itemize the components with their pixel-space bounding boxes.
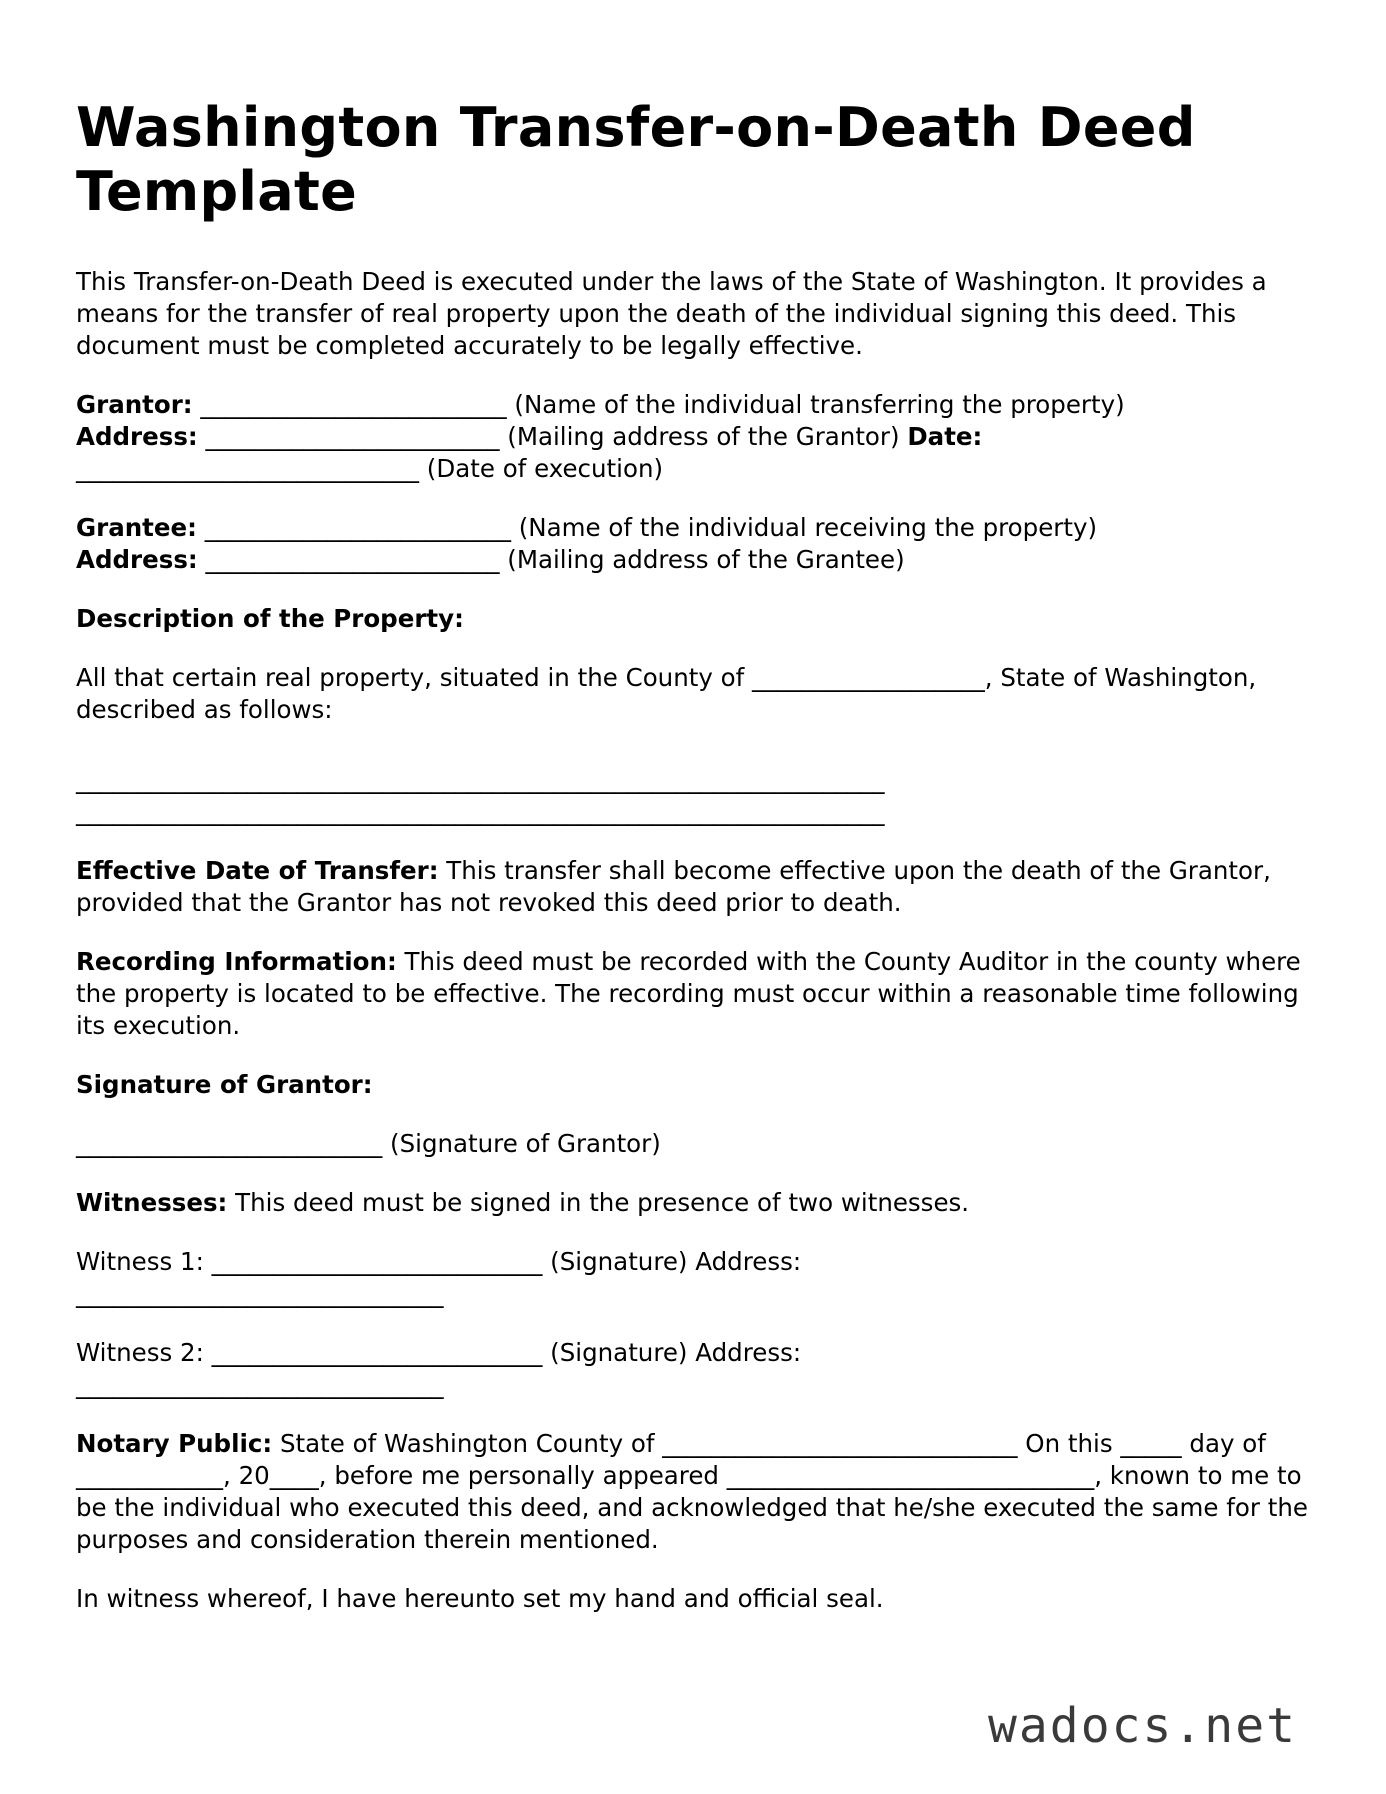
witnesses-label: Witnesses: — [76, 1188, 228, 1217]
notary-text: State of Washington County of _____________________________ On this _____ day of ____________, 20____, before me personally appeared ______________________________, known to me to be the individual who executed this deed, and acknowledged that he/she executed the same for the purposes and consideration therein mentioned. — [76, 1429, 1308, 1554]
grantee-address-label: Address: — [76, 545, 198, 574]
grantor-line: _________________________ (Name of the individual transferring the property) — [192, 390, 1125, 419]
notary-label: Notary Public: — [76, 1429, 273, 1458]
recording-text: This deed must be recorded with the County Auditor in the county where the property is located to be effective. The recording must occur within a reasonable time following its execution. — [76, 947, 1301, 1040]
document-title: Washington Transfer-on-Death Deed Template — [76, 96, 1196, 223]
witness-2-line: Witness 2: ___________________________ (Signature) Address: ______________________________ — [76, 1338, 802, 1399]
grantor-address-label: Address: — [76, 422, 198, 451]
grantee-address-line: ________________________ (Mailing address of the Grantee) — [197, 545, 905, 574]
property-blank-line-1: __________________________________________________________________ — [76, 765, 885, 794]
witness-1-line: Witness 1: ___________________________ (Signature) Address: ______________________________ — [76, 1247, 802, 1308]
grantor-section — [76, 389, 1310, 485]
date-label: Date: — [907, 422, 983, 451]
property-heading-text: Description of the Property: — [76, 604, 464, 633]
grantee-section — [76, 512, 1310, 576]
grantee-line: _________________________ (Name of the individual receiving the property) — [196, 513, 1098, 542]
property-description: All that certain real property, situated in the County of ___________________, State of Washington, described as follows: — [76, 663, 1257, 724]
signature-heading — [76, 1069, 1310, 1101]
watermark: wadocs.net — [988, 1698, 1297, 1754]
recording-section — [76, 946, 1310, 1042]
property-blank-lines — [76, 764, 1310, 828]
effective-date-label: Effective Date of Transfer: — [76, 856, 439, 885]
intro-paragraph: This Transfer-on-Death Deed is executed under the laws of the State of Washington. It provides a means for the transfer of real property upon the death of the individual signing this deed. This document must be completed accurately to be legally effective. — [76, 267, 1267, 360]
property-blank-line-2: __________________________________________________________________ — [76, 797, 885, 826]
effective-date-text: This transfer shall become effective upon the death of the Grantor, provided that the Grantor has not revoked this deed prior to death. — [76, 856, 1271, 917]
witnesses-text: This deed must be signed in the presence of two witnesses. — [227, 1188, 970, 1217]
grantee-label: Grantee: — [76, 513, 197, 542]
closing-statement: In witness whereof, I have hereunto set my hand and official seal. — [76, 1584, 884, 1613]
grantor-label: Grantor: — [76, 390, 193, 419]
signature-line: _________________________ (Signature of Grantor) — [76, 1129, 661, 1158]
notary-section — [76, 1428, 1310, 1556]
property-heading — [76, 603, 1310, 635]
witnesses-section — [76, 1187, 1310, 1219]
document-page — [76, 96, 1310, 1642]
recording-label: Recording Information: — [76, 947, 397, 976]
effective-date-section — [76, 855, 1310, 919]
grantor-address-line: ________________________ (Mailing address of the Grantor) — [197, 422, 908, 451]
date-line: ____________________________ (Date of execution) — [76, 454, 664, 483]
signature-heading-text: Signature of Grantor: — [76, 1070, 373, 1099]
